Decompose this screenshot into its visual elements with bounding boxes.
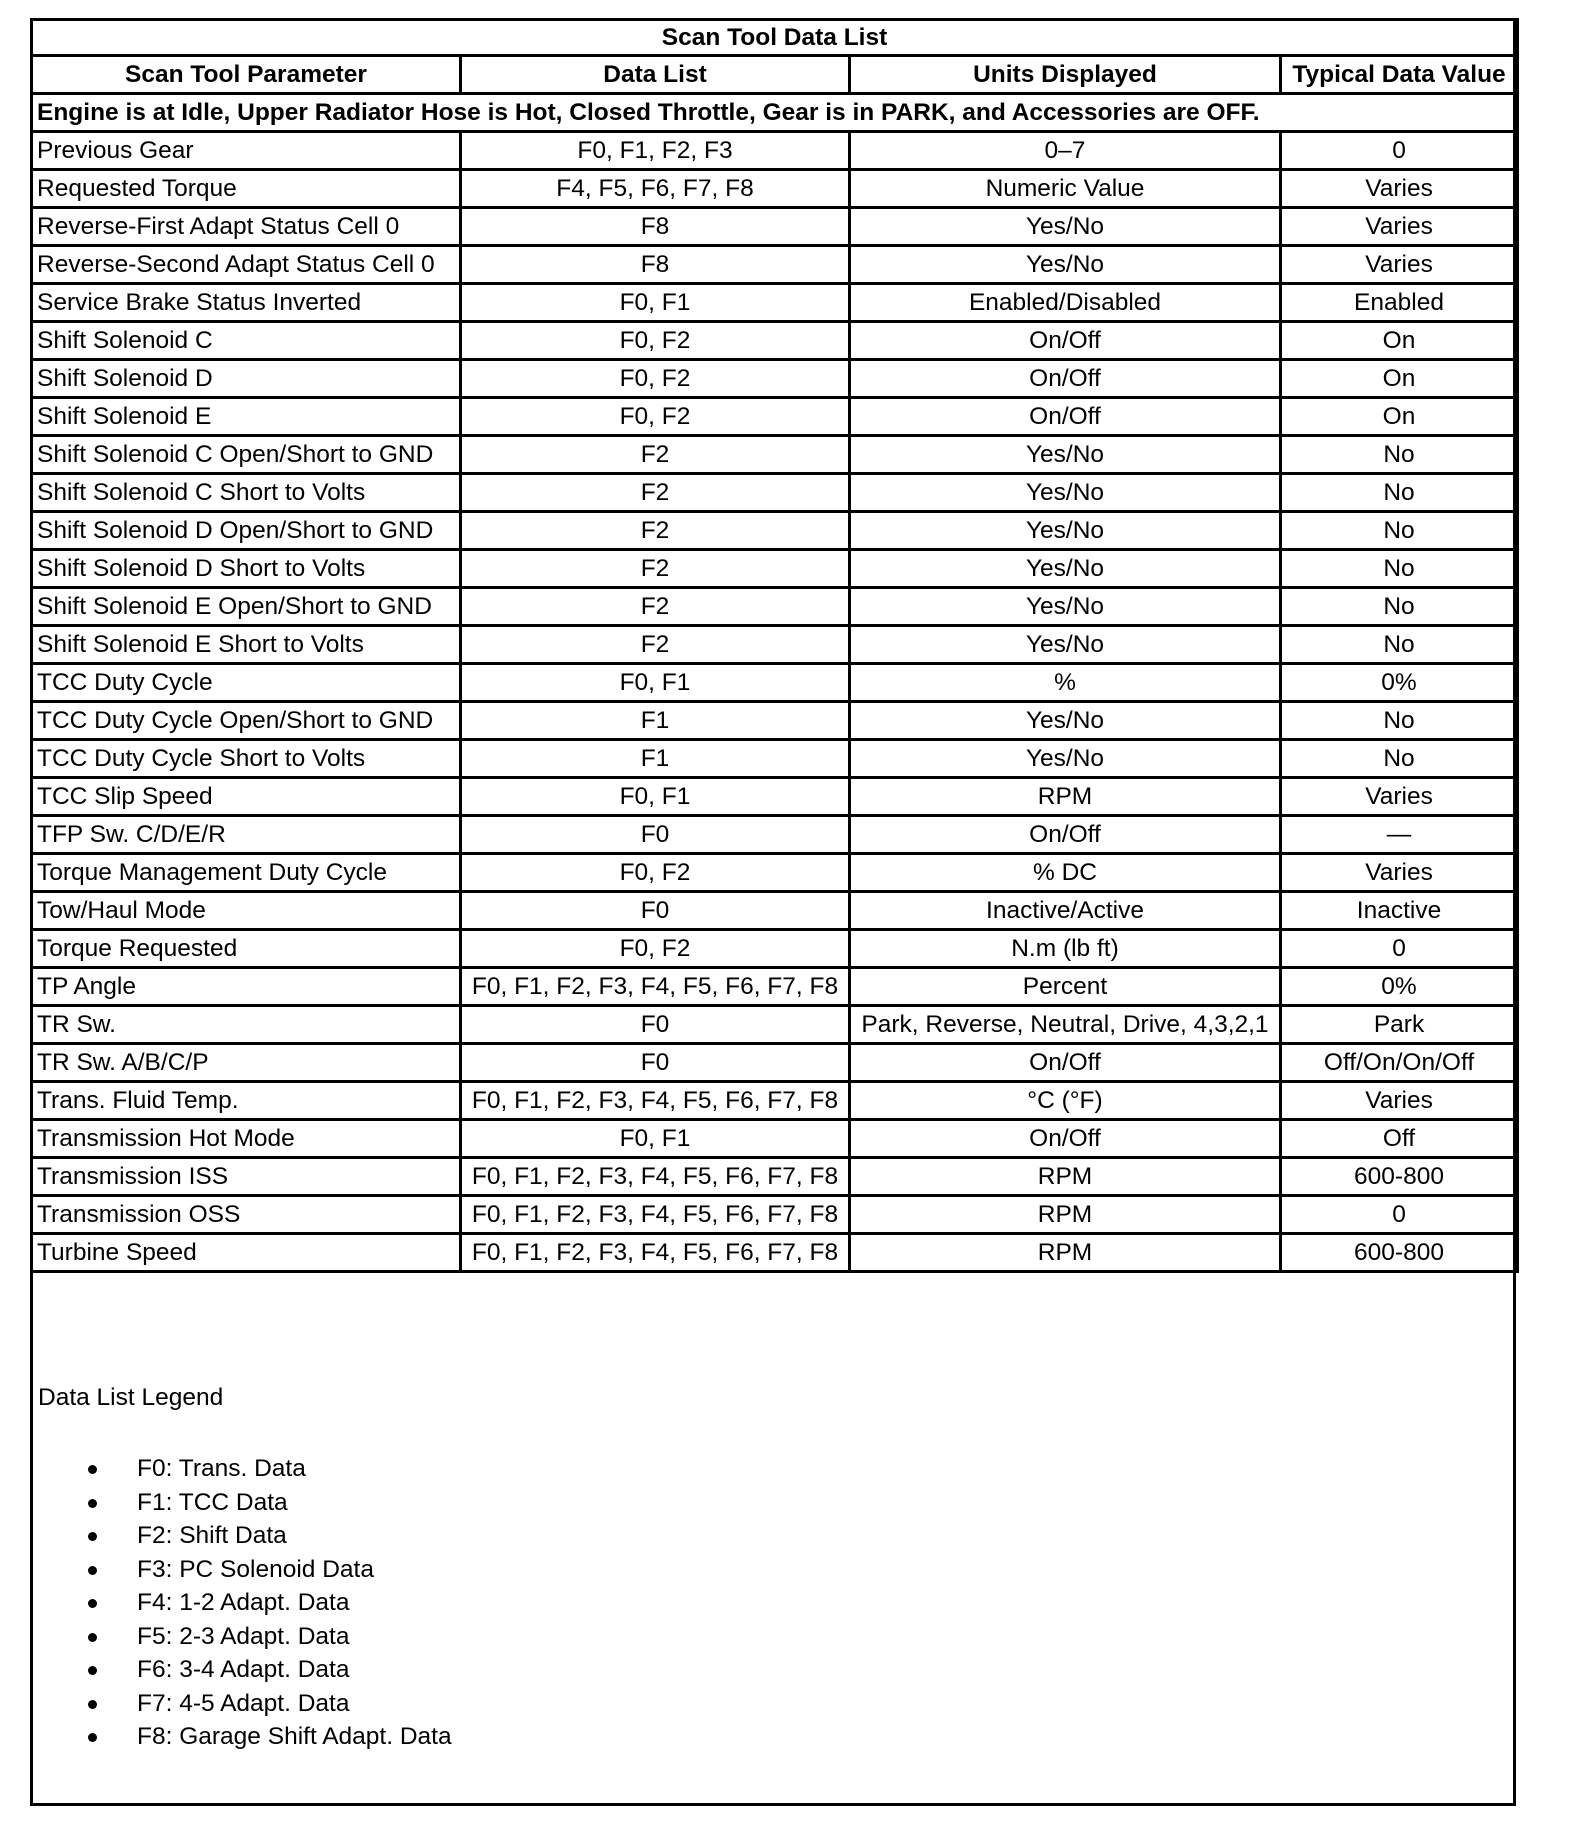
parameter-cell: Torque Management Duty Cycle <box>32 854 461 892</box>
data-list-cell: F0, F1 <box>461 1120 850 1158</box>
table-row <box>32 170 1518 208</box>
column-header-units: Units Displayed <box>850 56 1281 94</box>
legend-item-label: F4: 1-2 Adapt. Data <box>137 1589 350 1616</box>
legend-item <box>33 1653 1503 1687</box>
data-list-cell: F0, F1, F2, F3, F4, F5, F6, F7, F8 <box>461 968 850 1006</box>
units-cell: Yes/No <box>850 246 1281 284</box>
typical-value-cell: Varies <box>1281 854 1518 892</box>
test-condition-row: Engine is at Idle, Upper Radiator Hose is Hot, Closed Throttle, Gear is in PARK, and Accessories are OFF. <box>32 94 1518 132</box>
table-row <box>32 1120 1518 1158</box>
legend-item-label: F7: 4-5 Adapt. Data <box>137 1689 350 1717</box>
data-list-cell: F0, F1, F2, F3, F4, F5, F6, F7, F8 <box>461 1158 850 1196</box>
parameter-cell: Previous Gear <box>32 132 461 170</box>
typical-value-cell: Varies <box>1281 246 1518 284</box>
parameter-cell: Trans. Fluid Temp. <box>32 1082 461 1120</box>
units-cell: Inactive/Active <box>850 892 1281 930</box>
parameter-cell: Transmission Hot Mode <box>32 1120 461 1158</box>
bullet-icon <box>88 1733 97 1742</box>
parameter-cell: Shift Solenoid E <box>32 398 461 436</box>
units-cell: % <box>850 664 1281 702</box>
typical-value-cell: 0 <box>1281 1196 1518 1234</box>
units-cell: 0–7 <box>850 132 1281 170</box>
legend-item-label: F0: Trans. Data <box>137 1455 306 1482</box>
table-row <box>32 1082 1518 1120</box>
units-cell: Yes/No <box>850 588 1281 626</box>
parameter-cell: Shift Solenoid C <box>32 322 461 360</box>
typical-value-cell: No <box>1281 436 1518 474</box>
typical-value-cell: 0 <box>1281 132 1518 170</box>
parameter-cell: Transmission OSS <box>32 1196 461 1234</box>
units-cell: RPM <box>850 1158 1281 1196</box>
data-list-cell: F0, F1, F2, F3 <box>461 132 850 170</box>
table-row <box>32 360 1518 398</box>
table-row <box>32 284 1518 322</box>
data-list-legend <box>33 1380 1503 1754</box>
units-cell: % DC <box>850 854 1281 892</box>
parameter-cell: TCC Duty Cycle <box>32 664 461 702</box>
parameter-cell: Requested Torque <box>32 170 461 208</box>
table-row <box>32 1006 1518 1044</box>
units-cell: Yes/No <box>850 512 1281 550</box>
units-cell: On/Off <box>850 360 1281 398</box>
legend-list <box>33 1452 1503 1754</box>
data-list-cell: F2 <box>461 588 850 626</box>
legend-item <box>33 1586 1503 1620</box>
parameter-cell: Shift Solenoid D Open/Short to GND <box>32 512 461 550</box>
typical-value-cell: No <box>1281 512 1518 550</box>
data-list-cell: F0, F1, F2, F3, F4, F5, F6, F7, F8 <box>461 1196 850 1234</box>
typical-value-cell: No <box>1281 550 1518 588</box>
data-list-cell: F2 <box>461 436 850 474</box>
table-row <box>32 588 1518 626</box>
data-list-cell: F1 <box>461 740 850 778</box>
parameter-cell: Turbine Speed <box>32 1234 461 1272</box>
parameter-cell: TCC Duty Cycle Short to Volts <box>32 740 461 778</box>
data-list-cell: F0, F2 <box>461 854 850 892</box>
units-cell: RPM <box>850 1196 1281 1234</box>
units-cell: RPM <box>850 778 1281 816</box>
bullet-icon <box>88 1566 97 1575</box>
table-row <box>32 1196 1518 1234</box>
legend-item-label: F3: PC Solenoid Data <box>137 1555 374 1583</box>
table-row <box>32 1158 1518 1196</box>
legend-item <box>33 1687 1503 1721</box>
data-list-cell: F0, F1 <box>461 778 850 816</box>
parameter-cell: Shift Solenoid E Open/Short to GND <box>32 588 461 626</box>
units-cell: On/Off <box>850 398 1281 436</box>
bullet-icon <box>88 1633 97 1642</box>
legend-item-label: F8: Garage Shift Adapt. Data <box>137 1723 452 1750</box>
units-cell: Yes/No <box>850 550 1281 588</box>
typical-value-cell: On <box>1281 322 1518 360</box>
table-title: Scan Tool Data List <box>32 20 1518 56</box>
parameter-cell: TR Sw. <box>32 1006 461 1044</box>
table-row <box>32 436 1518 474</box>
parameter-cell: TCC Duty Cycle Open/Short to GND <box>32 702 461 740</box>
bullet-icon <box>88 1465 97 1474</box>
table-row <box>32 550 1518 588</box>
typical-value-cell: — <box>1281 816 1518 854</box>
data-list-cell: F0, F1 <box>461 284 850 322</box>
parameter-cell: Transmission ISS <box>32 1158 461 1196</box>
column-header-parameter: Scan Tool Parameter <box>32 56 461 94</box>
bullet-icon <box>88 1666 97 1675</box>
table-row <box>32 1044 1518 1082</box>
parameter-cell: TR Sw. A/B/C/P <box>32 1044 461 1082</box>
typical-value-cell: On <box>1281 360 1518 398</box>
table-row <box>32 740 1518 778</box>
table-row <box>32 892 1518 930</box>
table-row <box>32 816 1518 854</box>
column-header-typical-value: Typical Data Value <box>1281 56 1518 94</box>
table-row <box>32 1234 1518 1272</box>
legend-item <box>33 1452 1503 1486</box>
data-list-cell: F0, F1 <box>461 664 850 702</box>
units-cell: Yes/No <box>850 702 1281 740</box>
data-list-cell: F0, F2 <box>461 930 850 968</box>
data-list-cell: F4, F5, F6, F7, F8 <box>461 170 850 208</box>
legend-item-label: F5: 2-3 Adapt. Data <box>137 1622 350 1650</box>
table-row <box>32 664 1518 702</box>
bullet-icon <box>88 1700 97 1709</box>
legend-item <box>33 1620 1503 1654</box>
header-row <box>32 56 1518 94</box>
data-list-cell: F0 <box>461 1044 850 1082</box>
legend-item <box>33 1486 1503 1520</box>
data-list-cell: F0, F1, F2, F3, F4, F5, F6, F7, F8 <box>461 1082 850 1120</box>
legend-item-label: F6: 3-4 Adapt. Data <box>137 1656 350 1683</box>
parameter-cell: TCC Slip Speed <box>32 778 461 816</box>
table-row <box>32 512 1518 550</box>
parameter-cell: Shift Solenoid E Short to Volts <box>32 626 461 664</box>
typical-value-cell: Off <box>1281 1120 1518 1158</box>
data-list-cell: F2 <box>461 626 850 664</box>
legend-title: Data List Legend <box>38 1384 224 1411</box>
units-cell: Park, Reverse, Neutral, Drive, 4,3,2,1 <box>850 1006 1281 1044</box>
typical-value-cell: 600-800 <box>1281 1234 1518 1272</box>
units-cell: On/Off <box>850 322 1281 360</box>
units-cell: Yes/No <box>850 208 1281 246</box>
units-cell: On/Off <box>850 1044 1281 1082</box>
table-row <box>32 968 1518 1006</box>
units-cell: On/Off <box>850 816 1281 854</box>
data-list-cell: F1 <box>461 702 850 740</box>
typical-value-cell: Varies <box>1281 778 1518 816</box>
typical-value-cell: Varies <box>1281 208 1518 246</box>
data-list-cell: F0 <box>461 892 850 930</box>
typical-value-cell: No <box>1281 626 1518 664</box>
typical-value-cell: Varies <box>1281 1082 1518 1120</box>
legend-item <box>33 1519 1503 1553</box>
typical-value-cell: Inactive <box>1281 892 1518 930</box>
typical-value-cell: Enabled <box>1281 284 1518 322</box>
legend-item <box>33 1553 1503 1587</box>
parameter-cell: TFP Sw. C/D/E/R <box>32 816 461 854</box>
units-cell: Yes/No <box>850 436 1281 474</box>
data-list-cell: F0 <box>461 1006 850 1044</box>
legend-item <box>33 1720 1503 1754</box>
data-list-cell: F8 <box>461 208 850 246</box>
units-cell: Percent <box>850 968 1281 1006</box>
units-cell: RPM <box>850 1234 1281 1272</box>
table-row <box>32 930 1518 968</box>
table-row <box>32 702 1518 740</box>
legend-item-label: F1: TCC Data <box>137 1488 288 1516</box>
table-row <box>32 132 1518 170</box>
parameter-cell: Shift Solenoid C Short to Volts <box>32 474 461 512</box>
units-cell: On/Off <box>850 1120 1281 1158</box>
parameter-cell: TP Angle <box>32 968 461 1006</box>
table-row <box>32 778 1518 816</box>
typical-value-cell: Off/On/On/Off <box>1281 1044 1518 1082</box>
data-list-cell: F2 <box>461 550 850 588</box>
data-list-cell: F0, F2 <box>461 322 850 360</box>
data-list-cell: F0, F2 <box>461 398 850 436</box>
parameter-cell: Torque Requested <box>32 930 461 968</box>
parameter-cell: Tow/Haul Mode <box>32 892 461 930</box>
table-row <box>32 626 1518 664</box>
data-list-cell: F0, F1, F2, F3, F4, F5, F6, F7, F8 <box>461 1234 850 1272</box>
bullet-icon <box>88 1599 97 1608</box>
table-row <box>32 208 1518 246</box>
table-row <box>32 246 1518 284</box>
legend-item-label: F2: Shift Data <box>137 1522 287 1549</box>
scan-tool-data-table <box>30 18 1519 1273</box>
parameter-cell: Shift Solenoid D Short to Volts <box>32 550 461 588</box>
typical-value-cell: 0% <box>1281 968 1518 1006</box>
data-list-cell: F2 <box>461 474 850 512</box>
units-cell: N.m (lb ft) <box>850 930 1281 968</box>
data-list-cell: F8 <box>461 246 850 284</box>
data-list-cell: F0, F2 <box>461 360 850 398</box>
units-cell: Yes/No <box>850 474 1281 512</box>
table-row <box>32 398 1518 436</box>
typical-value-cell: 0% <box>1281 664 1518 702</box>
bullet-icon <box>88 1532 97 1541</box>
parameter-cell: Reverse-Second Adapt Status Cell 0 <box>32 246 461 284</box>
typical-value-cell: No <box>1281 474 1518 512</box>
units-cell: °C (°F) <box>850 1082 1281 1120</box>
units-cell: Enabled/Disabled <box>850 284 1281 322</box>
typical-value-cell: On <box>1281 398 1518 436</box>
typical-value-cell: 0 <box>1281 930 1518 968</box>
data-list-cell: F0 <box>461 816 850 854</box>
units-cell: Yes/No <box>850 626 1281 664</box>
parameter-cell: Shift Solenoid C Open/Short to GND <box>32 436 461 474</box>
typical-value-cell: No <box>1281 740 1518 778</box>
data-list-cell: F2 <box>461 512 850 550</box>
typical-value-cell: Varies <box>1281 170 1518 208</box>
table-row <box>32 854 1518 892</box>
parameter-cell: Reverse-First Adapt Status Cell 0 <box>32 208 461 246</box>
table-row <box>32 322 1518 360</box>
parameter-cell: Service Brake Status Inverted <box>32 284 461 322</box>
typical-value-cell: Park <box>1281 1006 1518 1044</box>
typical-value-cell: 600-800 <box>1281 1158 1518 1196</box>
parameter-cell: Shift Solenoid D <box>32 360 461 398</box>
units-cell: Yes/No <box>850 740 1281 778</box>
units-cell: Numeric Value <box>850 170 1281 208</box>
typical-value-cell: No <box>1281 702 1518 740</box>
bullet-icon <box>88 1499 97 1508</box>
typical-value-cell: No <box>1281 588 1518 626</box>
table-row <box>32 474 1518 512</box>
column-header-data-list: Data List <box>461 56 850 94</box>
